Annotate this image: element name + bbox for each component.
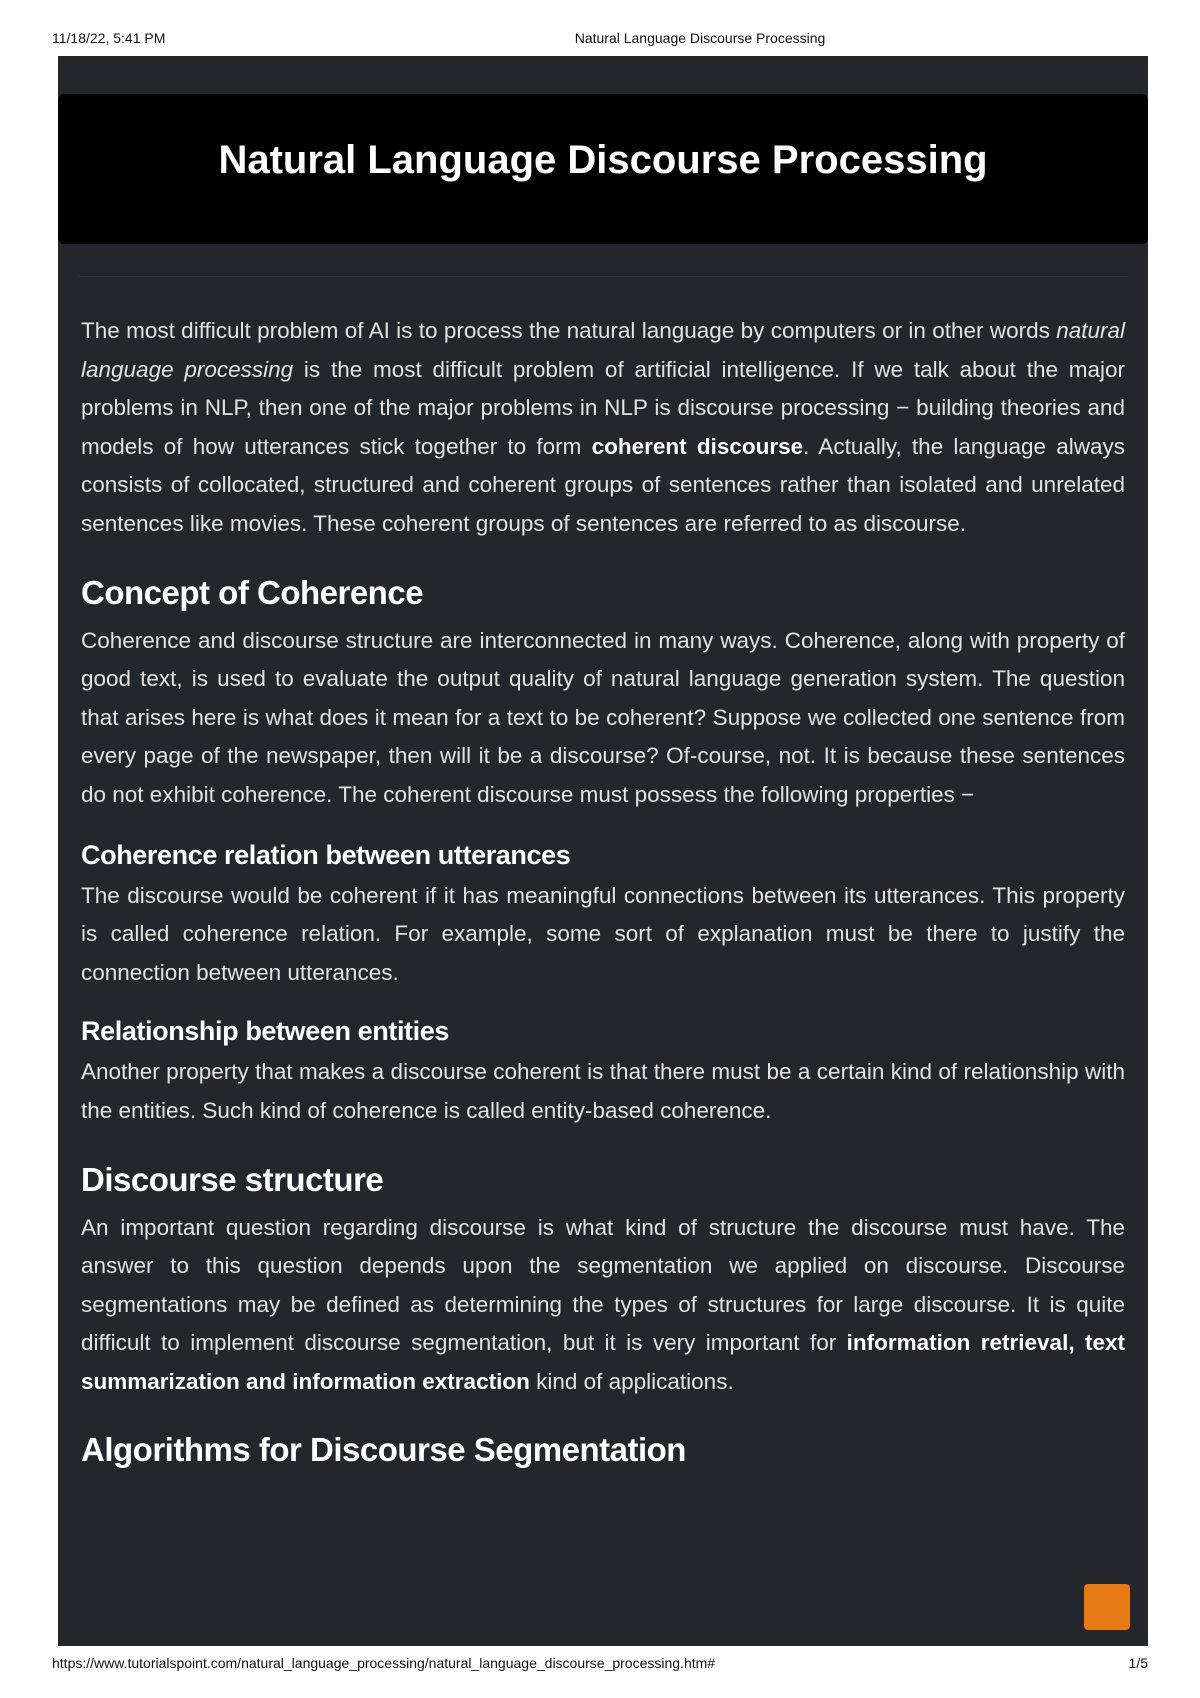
heading-discourse-structure: Discourse structure — [81, 1160, 384, 1198]
intro-paragraph — [81, 312, 1125, 544]
article-page — [58, 56, 1148, 1646]
structure-bold: information retrieval, text summarization and information extraction — [81, 1330, 1125, 1394]
print-footer — [0, 1655, 1200, 1675]
print-title: Natural Language Discourse Processing — [574, 30, 826, 46]
structure-paragraph — [81, 1209, 1125, 1402]
coherence-paragraph: Coherence and discourse structure are interconnected in many ways. Coherence, along with property of good text, is used to evaluate the output quality of natural language generation system. The question that arises here is what does it mean for a text to be coherent? Suppose we collected one sentence from every page of the newspaper, then will it be a discourse? Of-course, not. It is because these sentences do not exhibit coherence. The coherent discourse must possess the following properties − — [81, 627, 1125, 807]
heading-coherence-relation: Coherence relation between utterances — [81, 839, 571, 870]
title-banner — [58, 94, 1148, 244]
intro-text-3: . Actually, the language always consists of collocated, structured and coherent groups of sentences rather than isolated and unrelated sentences like movies. These coherent groups of sentences are referred to as discourse. — [81, 433, 1125, 536]
heading-relationship-entities: Relationship between entities — [81, 1016, 449, 1047]
scroll-to-top-button[interactable] — [1084, 1584, 1130, 1630]
heading-algorithms-segmentation: Algorithms for Discourse Segmentation — [81, 1431, 686, 1469]
relation-paragraph: The discourse would be coherent if it has meaningful connections between its utterances. This property is called coherence relation. For example, some sort of explanation must be there to justify the connection between utterances. — [81, 882, 1125, 985]
heading-concept-of-coherence: Concept of Coherence — [81, 573, 424, 611]
page-title: Natural Language Discourse Processing — [218, 138, 988, 182]
article-content — [81, 312, 1125, 1469]
structure-text-1: An important question regarding discourse is what kind of structure the discourse must have. The answer to this question depends upon the segmentation we applied on discourse. Discourse segmentations may be defined as determining the types of structures for large discourse. It is quite difficult to implement discourse segmentation, but it is very important for — [81, 1214, 1125, 1356]
print-datetime: 11/18/22, 5:41 PM — [52, 30, 166, 46]
print-url: https://www.tutorialspoint.com/natural_language_processing/natural_language_discourse_processing.htm# — [52, 1655, 716, 1671]
print-page-number: 1/5 — [1128, 1655, 1148, 1671]
title-divider — [78, 276, 1128, 277]
intro-text-2: is the most difficult problem of artificial intelligence. If we talk about the major problems in NLP, then one of the major problems in NLP is discourse processing − building theories and models of how utterances stick together to form — [81, 356, 1125, 459]
structure-text-2: kind of applications. — [529, 1368, 734, 1394]
print-header — [0, 30, 1200, 50]
intro-emphasis: natural language processing — [81, 318, 1125, 382]
intro-text-1: The most difficult problem of AI is to process the natural language by computers or in other words — [81, 318, 1057, 343]
intro-bold: coherent discourse — [591, 433, 804, 459]
entities-paragraph: Another property that makes a discourse coherent is that there must be a certain kind of relationship with the entities. Such kind of coherence is called entity-based coherence. — [81, 1059, 1125, 1123]
